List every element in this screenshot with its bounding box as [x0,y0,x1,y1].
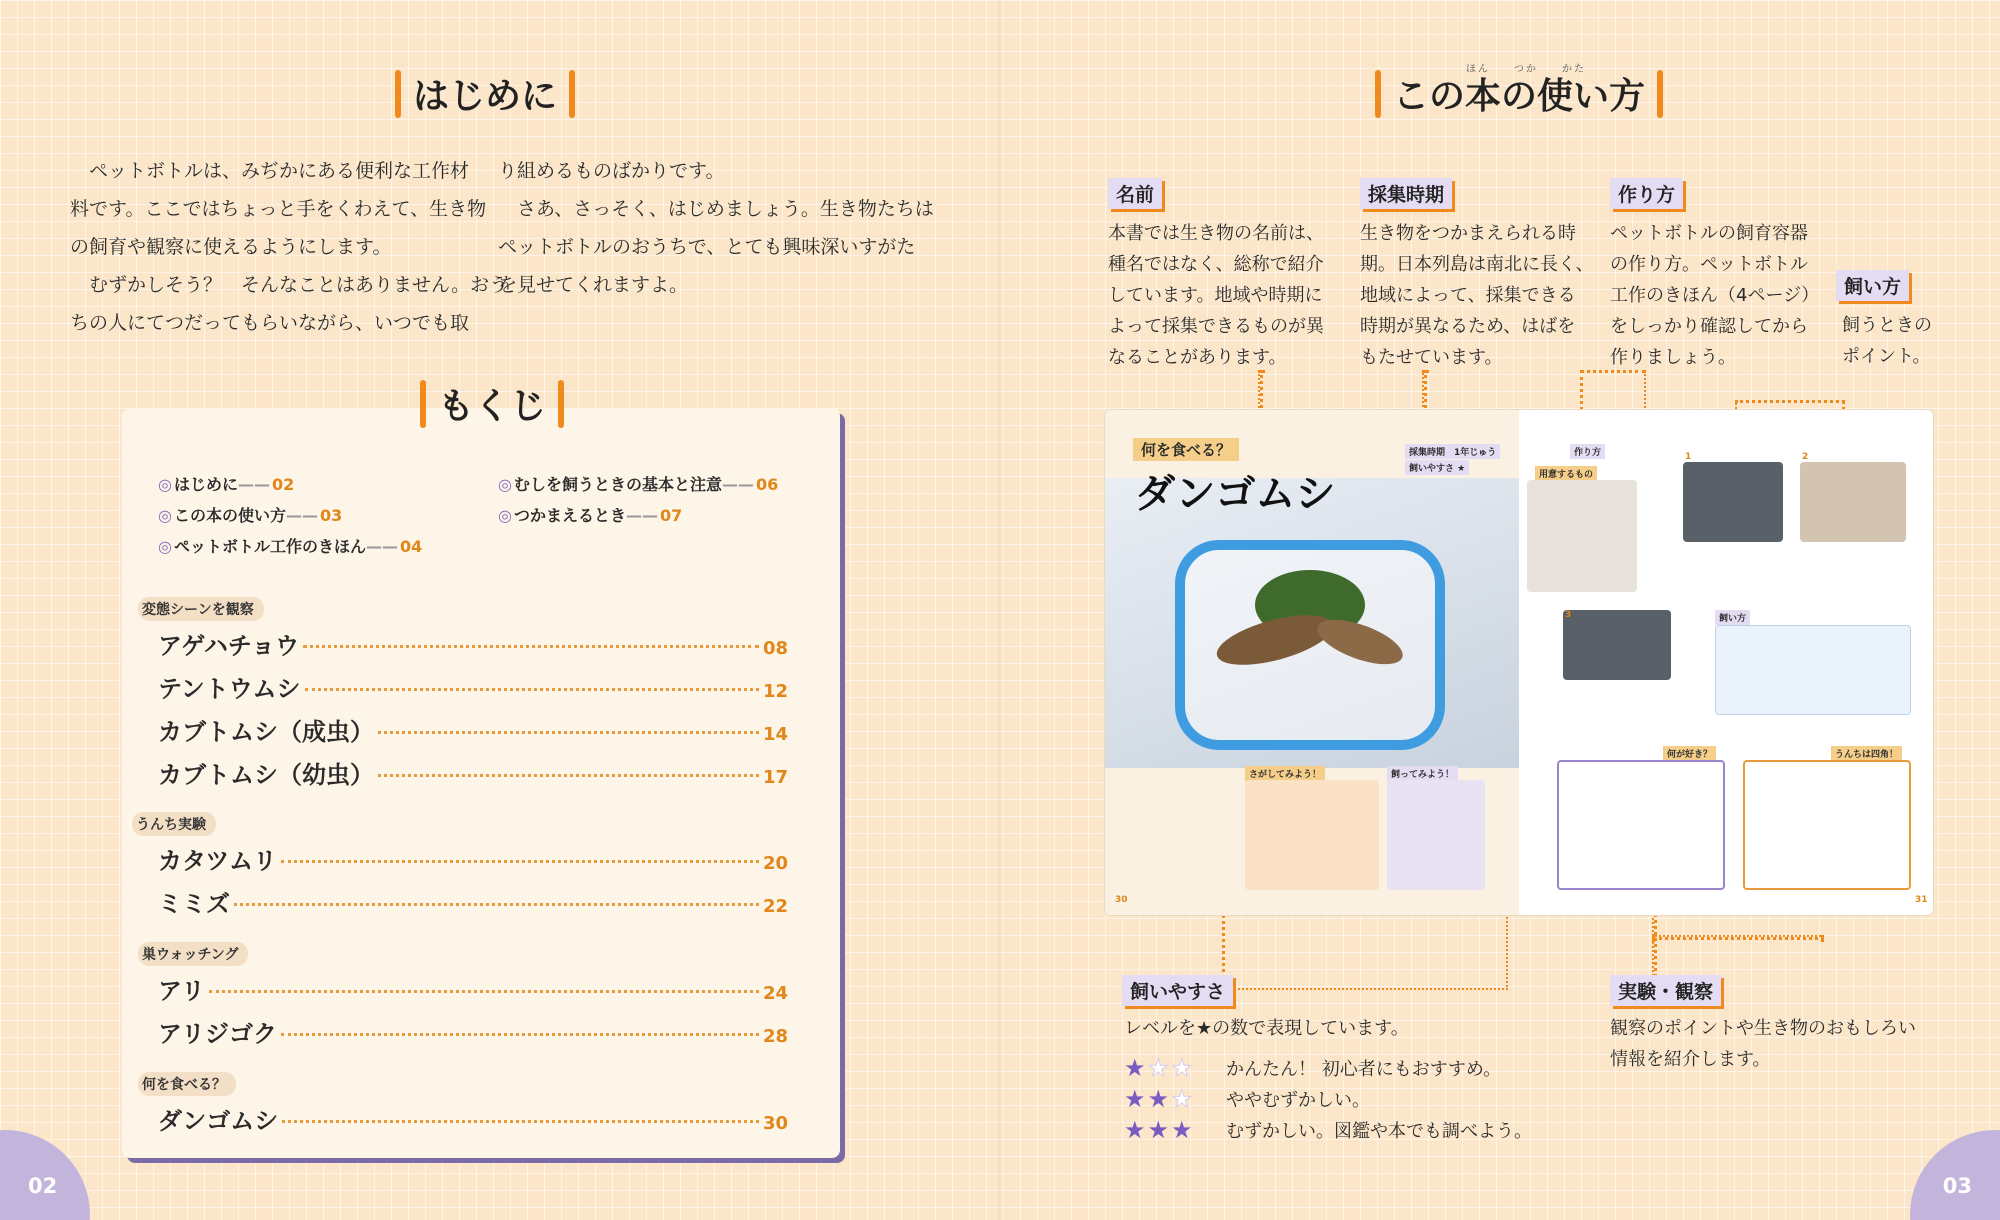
toc-category-tag: 何を食べる？ [138,1072,236,1096]
howto-heading [1375,68,1663,119]
sample-panel [1245,780,1379,890]
sample-search-tag: さがしてみよう！ [1245,766,1325,781]
sample-prep-tag: 用意するもの [1535,466,1597,481]
toc-title: もくじ [438,386,547,427]
ring-bullet-icon: ◎ [158,537,172,556]
desc-name: 本書では生き物の名前は、 種名ではなく、総称で紹介 しています。地域や時期に よって採集できるものが異 なることがあります。 [1108,223,1324,368]
label-season: 採集時期 [1360,178,1452,209]
sample-page-right: 31 [1915,895,1928,905]
ring-bullet-icon: ◎ [498,506,512,525]
intro-column-1 [70,152,509,342]
label-ease: 飼いやすさ [1122,975,1233,1006]
intro-line: り組めるものばかりです。 [498,160,725,182]
intro-line: ペットボトルのおうちで、とても興味深いすがた [498,236,916,258]
sample-panel [1800,462,1906,542]
sample-keep-tag: 飼い方 [1715,610,1750,625]
desc-ease: レベルを★の数で表現しています。 [1124,1018,1409,1039]
sample-howto-tag: 作り方 [1570,444,1605,459]
book-spine [998,0,1002,1220]
intro-line: の飼育や観察に使えるようにします。 [70,236,392,258]
toc-top-item[interactable]: ◎ ペットボトル工作のきほん—— 04 [158,537,423,556]
toc-row[interactable]: アリ 24 [158,977,788,1005]
desc-season: 生き物をつかまえられる時 期。日本列島は南北に長く、 地域によって、採集できる 時期が異なるため、はばを もたせています。 [1360,223,1594,368]
intro-line: むずかしそう？ そんなことはありません。おう [70,274,509,296]
toc-top-item[interactable]: ◎ はじめに—— 02 [158,475,295,494]
leader-line [1652,935,1824,940]
sample-panel [1387,780,1485,890]
toc-row[interactable]: カブトムシ（成虫） 14 [158,718,788,746]
intro-line: 料です。ここではちょっと手をくわえて、生き物 [70,198,487,220]
toc-top-item[interactable]: ◎ むしを飼うときの基本と注意—— 06 [498,475,779,494]
desc-experiment: 観察のポイントや生き物のおもしろい 情報を紹介します。 [1610,1018,1916,1070]
toc-row[interactable]: テントウムシ 12 [158,675,788,703]
desc-howto: ペットボトルの飼育容器 の作り方。ペットボトル 工作のきほん（4ページ） をしっかり確認してから 作りましょう。 [1610,223,1820,368]
intro-line: を見せてくれますよ。 [498,274,689,296]
toc-row[interactable]: アリジゴク 28 [158,1020,788,1048]
toc-top-item[interactable]: ◎ この本の使い方—— 03 [158,506,343,525]
label-keep: 飼い方 [1836,270,1909,301]
sample-panel [1557,760,1725,890]
title-ruby: ほん つか かた [1466,64,1586,75]
label-experiment: 実験・観察 [1610,975,1721,1006]
sample-likes-tag: 何が好き？ [1663,746,1716,761]
ring-bullet-icon: ◎ [158,475,172,494]
sample-page-left: 30 [1115,895,1128,905]
toc-row[interactable]: アゲハチョウ 08 [158,632,788,660]
label-name: 名前 [1108,178,1162,209]
sample-panel [1743,760,1911,890]
ease-level-3: ★★★ むずかしい。図鑑や本でも調べよう。 [1124,1116,1532,1144]
toc-category-tag: うんち実験 [132,812,216,836]
sample-panel [1527,480,1637,592]
sample-square-tag: うんちは四角！ [1831,746,1902,761]
intro-title: はじめに [413,76,558,117]
sample-page-preview: 何を食べる？ ダンゴムシ 採集時期 1年じゅう 飼いやすさ ★ 作り方 用意するもの 1 2 3 飼い方 さがしてみよう！ 飼ってみよう！ 何が好き？ うんちは四角！ 30 31 [1105,410,1933,915]
intro-line: ペットボトルは、みぢかにある便利な工作材 [70,160,470,182]
intro-line: ちの人にてつだってもらいながら、いつでも取 [70,312,470,334]
intro-column-2 [498,152,934,304]
sample-feed-tag: 飼ってみよう！ [1387,766,1458,781]
ring-bullet-icon: ◎ [158,506,172,525]
sample-panel [1563,610,1671,680]
sample-season-tag: 採集時期 1年じゅう [1405,444,1500,459]
sample-question-tag: 何を食べる？ [1133,438,1239,461]
star-rating-icon: ★★★ [1124,1054,1195,1082]
toc-row[interactable]: カタツムリ 20 [158,847,788,875]
label-howto: 作り方 [1610,178,1683,209]
ease-level-2: ★★★ ややむずかしい。 [1124,1085,1370,1113]
page-number-left: 02 [28,1174,58,1198]
toc-heading [420,378,564,429]
intro-line: さあ、さっそく、はじめましょう。生き物たちは [498,198,934,220]
howto-title: この本の使い方 [1393,76,1646,117]
star-rating-icon: ★★★ [1124,1116,1195,1144]
sample-panel [1683,462,1783,542]
toc-row[interactable]: ミミズ 22 [158,890,788,918]
ring-bullet-icon: ◎ [498,475,512,494]
toc-top-item[interactable]: ◎ つかまえるとき—— 07 [498,506,683,525]
sample-ease-tag: 飼いやすさ ★ [1405,460,1469,475]
toc-row[interactable]: ダンゴムシ 30 [158,1107,788,1135]
ease-level-1: ★★★ かんたん！ 初心者にもおすすめ。 [1124,1054,1502,1082]
toc-category-tag: 変態シーンを観察 [138,597,264,621]
sample-creature-name: ダンゴムシ [1135,471,1336,517]
star-rating-icon: ★★★ [1124,1085,1195,1113]
desc-keep: 飼うときの ポイント。 [1842,315,1932,367]
sample-panel [1715,625,1911,715]
toc-row[interactable]: カブトムシ（幼虫） 17 [158,761,788,789]
intro-heading [395,68,575,119]
page-number-right: 03 [1942,1174,1972,1198]
toc-category-tag: 巣ウォッチング [138,942,248,966]
